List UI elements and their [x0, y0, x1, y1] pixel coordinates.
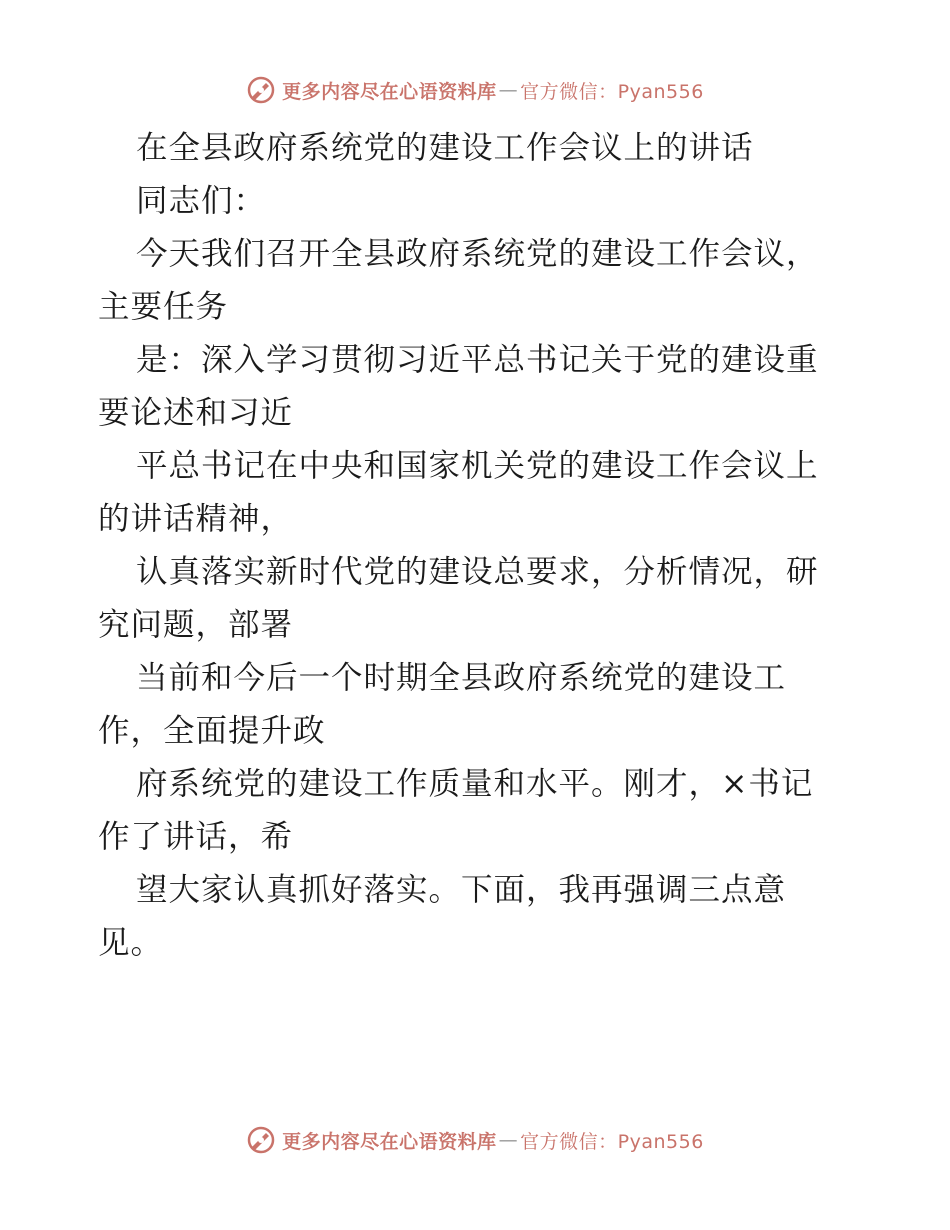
- paragraph-line: 当前和今后一个时期全县政府系统党的建设工: [136, 660, 787, 696]
- paragraph-line: 要论述和习近: [98, 395, 294, 431]
- paragraph-line: 望大家认真抓好落实。下面，我再强调三点意: [136, 872, 787, 908]
- header-watermark: [0, 70, 950, 110]
- paragraph-line: 今天我们召开全县政府系统党的建设工作会议，: [136, 236, 819, 272]
- pen-circle-logo-icon: [246, 1125, 276, 1155]
- watermark-text: 更多内容尽在心语资料库: [282, 80, 497, 103]
- paragraph-line: 的讲话精神，: [98, 501, 294, 537]
- salutation: 同志们：: [136, 183, 267, 219]
- pen-circle-logo-icon: [246, 75, 276, 105]
- document-title: 在全县政府系统党的建设工作会议上的讲话: [136, 130, 754, 166]
- paragraph-line: 府系统党的建设工作质量和水平。刚才，×书记: [136, 766, 814, 802]
- paragraph-line: 究问题，部署: [98, 607, 294, 643]
- paragraph-line: 主要任务: [98, 289, 229, 325]
- watermark-separator: —: [498, 1129, 519, 1151]
- footer-watermark: [0, 1120, 950, 1160]
- paragraph-line: 是：深入学习贯彻习近平总书记关于党的建设重: [136, 342, 819, 378]
- watermark-separator: —: [498, 79, 519, 101]
- paragraph-line: 认真落实新时代党的建设总要求，分析情况，研: [136, 554, 819, 590]
- watermark-text: 更多内容尽在心语资料库: [282, 1130, 497, 1153]
- watermark-handle: 官方微信：Pyan556: [520, 1130, 704, 1153]
- paragraph-line: 见。: [98, 925, 164, 961]
- watermark-handle: 官方微信：Pyan556: [520, 80, 704, 103]
- paragraph-line: 平总书记在中央和国家机关党的建设工作会议上: [136, 448, 819, 484]
- paragraph-line: 作了讲话，希: [98, 819, 294, 855]
- paragraph-line: 作，全面提升政: [98, 713, 326, 749]
- document-body: [98, 122, 858, 970]
